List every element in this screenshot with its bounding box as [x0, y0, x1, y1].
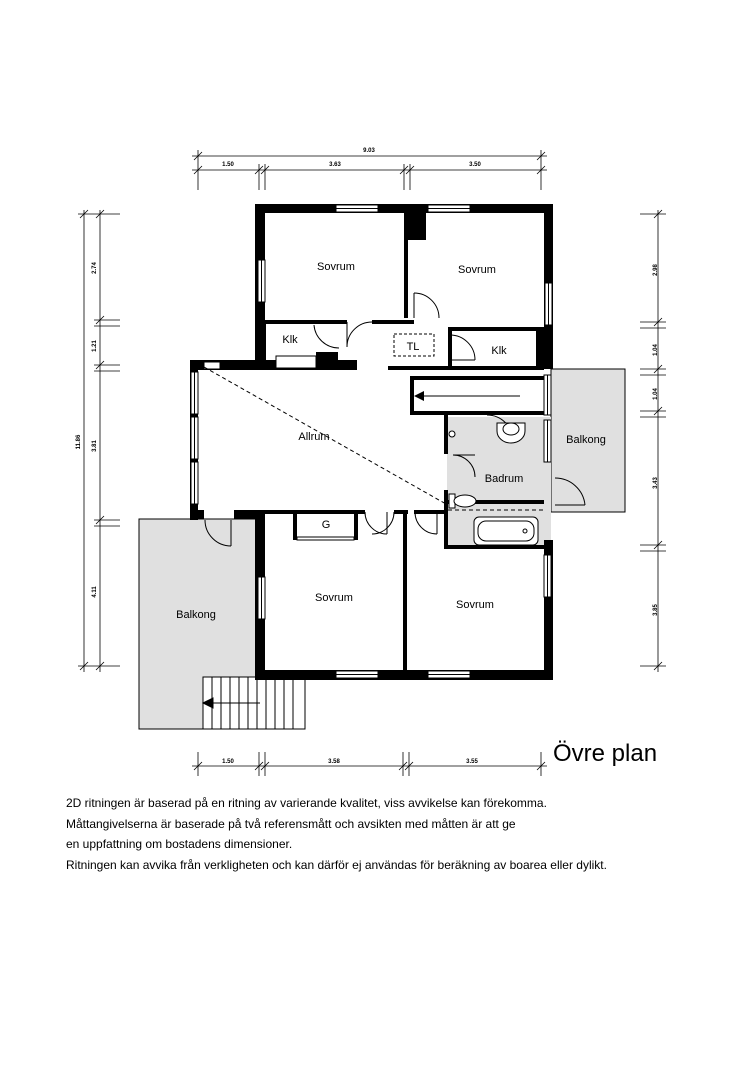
disclaimer-line: en uppfattning om bostadens dimensioner.	[66, 837, 293, 851]
dim-right-5: 3.85	[653, 604, 659, 616]
room-label-living: Allrum	[298, 431, 330, 443]
dim-left-total: 11.86	[76, 434, 82, 450]
dim-right-3: 1.04	[653, 388, 659, 400]
staircase	[203, 677, 305, 729]
room-label-balcony-east: Balkong	[566, 434, 606, 446]
dim-right-4: 3.43	[653, 477, 659, 489]
dim-top-3: 3.50	[469, 162, 481, 168]
room-label-bedroom-ne: Sovrum	[458, 264, 496, 276]
room-label-bedroom-se: Sovrum	[456, 599, 494, 611]
dim-top-1: 1.50	[222, 162, 234, 168]
dim-left-2: 1.21	[92, 340, 98, 352]
room-label-closet-west: Klk	[282, 334, 298, 346]
room-label-closet-east: Klk	[491, 345, 507, 357]
room-label-balcony-west: Balkong	[176, 609, 216, 621]
dim-bottom-2: 3.58	[328, 759, 340, 765]
disclaimer-line: Ritningen kan avvika från verkligheten och kan därför ej användas för beräkning av boarea eller dylikt.	[66, 857, 607, 872]
dim-bottom-1: 1.50	[222, 759, 234, 765]
dim-top-2: 3.63	[329, 162, 341, 168]
disclaimer-line: 2D ritningen är baserad på en ritning av varierande kvalitet, viss avvikelse kan förekomma.	[66, 796, 547, 810]
dim-left-4: 4.11	[92, 586, 98, 598]
room-label-laundry: TL	[406, 341, 420, 353]
room-label-bathroom: Badrum	[484, 473, 524, 485]
room-label-bedroom-nw: Sovrum	[317, 261, 355, 273]
dim-left-3: 3.81	[92, 440, 98, 452]
stair-arrow-head	[414, 391, 424, 401]
dim-right-1: 2.98	[653, 264, 659, 276]
disclaimer-line: Måttangivelserna är baserade på två referensmått och avsikten med måtten är att ge	[66, 816, 516, 831]
dim-bottom-3: 3.55	[466, 759, 478, 765]
dim-top-total: 9.03	[363, 148, 375, 154]
room-label-storage: G	[321, 519, 331, 531]
dim-right-2: 1.04	[653, 344, 659, 356]
dim-left-1: 2.74	[92, 262, 98, 274]
closet-shelf-west	[276, 356, 316, 368]
storage-shelf	[297, 537, 354, 540]
disclaimer	[66, 793, 716, 875]
room-label-bedroom-sw: Sovrum	[315, 592, 353, 604]
plan-title: Övre plan	[553, 740, 658, 767]
